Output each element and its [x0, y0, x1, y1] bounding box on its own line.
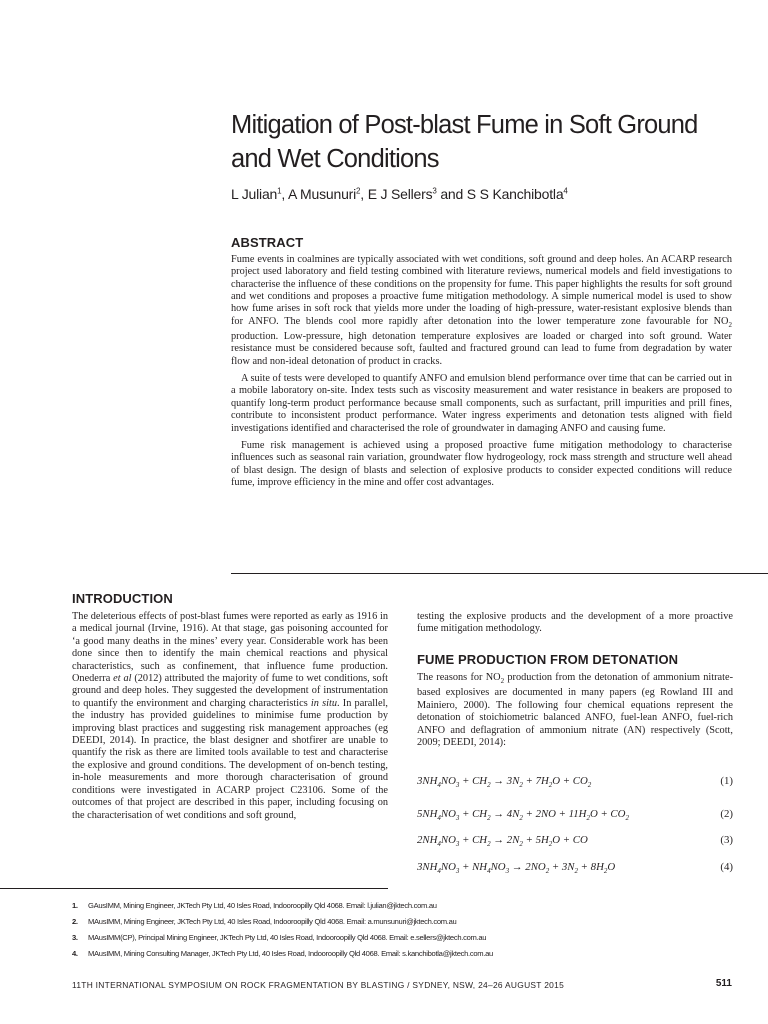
author-name: L Julian [231, 186, 278, 202]
footnote-text: MAusIMM(CP), Principal Mining Engineer, JKTech Pty Ltd, 40 Isles Road, Indooroopilly Qld 4068. Email: e.sellers@jktech.com.au [88, 933, 487, 942]
author-list: L Julian$^1$, A Musunuri$^2$, E J Sellers$^3$ and S S Kanchibotla$^4$ [231, 186, 568, 202]
author-affiliation-ref: 4 [563, 186, 568, 196]
author-affiliation-ref: 1 [277, 186, 282, 196]
footnote-3 [72, 933, 732, 942]
fume-section-body: The reasons for $NO_2$ production from the detonation of ammonium nitrate-based explosives are documented in many papers (eg Rowland III and Mainiero, 2000). The following four chemical equations represent the detonation of stoichiometric balanced ANFO, fuel-lean ANFO, fuel-rich ANFO and deflagration of ammonium nitrate (AN) respectively (Scott, 2009; DEEDI, 2014): [417, 672, 733, 749]
footnote-number: 2. [72, 917, 78, 926]
equation-4 [417, 861, 733, 875]
page-footer: 11TH INTERNATIONAL SYMPOSIUM ON ROCK FRAGMENTATION BY BLASTING / SYDNEY, NSW, 24–26 AUGUST 2015 [72, 980, 565, 990]
author-name: E J Sellers [367, 186, 433, 202]
abstract-paragraph-3: Fume risk management is achieved using a proposed proactive fume mitigation methodology to characterise influences such as seasonal rain variation, groundwater flow hydrogeology, rock mass strength and structure well ahead of blast design. The design of blasts and selection of explosive products to consider expected conditions will reduce fume, improve efficiency in the mine and offer cost advantages. [231, 439, 732, 488]
equation-text: $3NH_4NO_3 + NH_4NO_3 \to 2NO_2 + 3N_2 + 8H_2O$ [417, 861, 616, 876]
section-divider [231, 573, 768, 574]
abstract-paragraph-2: A suite of tests were developed to quantify ANFO and emulsion blend performance over time that can be carried out in a mobile laboratory on-site. Index tests such as viscosity measurement and water resistance in beakers are proposed to quantify long-term product performance because small components, such as surfactant, prill impurities and prill fines, contribute to inconsistent product performance. Water ingress experiments and detonation tests aligned with field investigations identified and characterised the role of groundwater in damaging ANFO and causing fume. [231, 373, 732, 434]
page-number: 511 [715, 978, 732, 989]
footnote-text: GAusIMM, Mining Engineer, JKTech Pty Ltd, 40 Isles Road, Indooroopilly Qld 4068. Email: l.julian@jktech.com.au [88, 901, 437, 910]
footnote-1 [72, 901, 732, 910]
equation-text: $3NH_4NO_3 + CH_2 \to 3N_2 + 7H_2O + CO_2$ [417, 775, 592, 790]
paper-title: Mitigation of Post-blast Fume in Soft Ground and Wet Conditions [231, 111, 698, 173]
author-affiliation-ref: 2 [356, 186, 361, 196]
footnote-number: 3. [72, 933, 78, 942]
footnote-text: MAusIMM, Mining Engineer, JKTech Pty Ltd, 40 Isles Road, Indooroopilly Qld 4068. Email: a.munsunuri@jktech.com.au [88, 917, 457, 926]
equation-number: (1) [720, 775, 733, 787]
equation-number: (4) [720, 861, 733, 873]
fume-section-heading: FUME PRODUCTION FROM DETONATION [417, 652, 679, 667]
equation-3 [417, 834, 733, 848]
introduction-body: The deleterious effects of post-blast fumes were reported as early as 1916 in a medical journal (Irvine, 1916). At that stage, gas poisoning accounted for ‘a good many deaths in the mines’ every year. Considerable work has been done since then to identify the main chemical reactions and physical characteristics, such as confinement, that influence fume production. Onederra et al (2012) attributed the majority of fume to wet conditions, soft ground and deep holes. They suggested the development of instrumentation to quantify the environment and charging characteristics in situ. In parallel, the industry has provided guidelines to minimise fume production by improving blast practices and suggesting risk management approaches (eg DEEDI, 2014). In practice, the blast designer and shotfirer are unable to quantify the risk as there are limited tools available to test and characterise the explosive and ground conditions. The development of on-bench testing, in-hole measurements and more thorough characterisation of ground conditions were investigated in ACARP project C23106. Some of the outcomes of that project are described in this paper, including focusing on the characterisation of wet conditions and soft ground, [72, 611, 389, 821]
footnote-number: 1. [72, 901, 78, 910]
abstract-paragraph-1: Fume events in coalmines are typically associated with wet conditions, soft ground and deep holes. An ACARP research project used laboratory and field testing combined with literature reviews, numerical models and field investigations to characterise the influence of these conditions on the propensity for fume. This paper highlights the results for soft ground and wet conditions and proposes a proactive fume mitigation methodology. A simple numerical model is used to show how fume arises in soft rock that yields more under the loading of high-pressure, water-resistant explosive blends than for ANFO. The blends cool more rapidly after detonation into the lower temperature zone favourable for $NO_2$ production. Low-pressure, high detonation temperature explosives are loaded or charged into soft ground. Water resistance must be considered because soft, faulted and fractured ground can lead to fume from degradation by water flow and non-ideal detonation of product in cracks. [231, 254, 732, 367]
equation-1 [417, 775, 733, 789]
footnote-number: 4. [72, 949, 78, 958]
abstract-body [231, 254, 732, 489]
equation-text: $2NH_4NO_3 + CH_2 \to 2N_2 + 5H_2O$ + CO [417, 834, 588, 849]
abstract-heading: ABSTRACT [231, 235, 304, 250]
author-name: A Musunuri [288, 186, 357, 202]
equation-number: (3) [720, 834, 733, 846]
equation-2 [417, 808, 733, 822]
introduction-heading: INTRODUCTION [72, 591, 173, 606]
introduction-continued: testing the explosive products and the development of a more proactive fume mitigation methodology. [417, 611, 733, 635]
footnote-text: MAusIMM, Mining Consulting Manager, JKTech Pty Ltd, 40 Isles Road, Indooroopilly Qld 4068. Email: s.kanchibotla@jktech.com.au [88, 949, 493, 958]
author-affiliation-ref: 3 [432, 186, 437, 196]
author-name: S S Kanchibotla [466, 186, 564, 202]
equation-text: $5NH_4NO_3 + CH_2 \to 4N_2 + 2NO + 11H_2O + CO_2$ [417, 808, 629, 823]
footnote-4 [72, 949, 732, 958]
equation-number: (2) [720, 808, 733, 820]
footnote-divider [0, 888, 388, 889]
footnote-2 [72, 917, 732, 926]
